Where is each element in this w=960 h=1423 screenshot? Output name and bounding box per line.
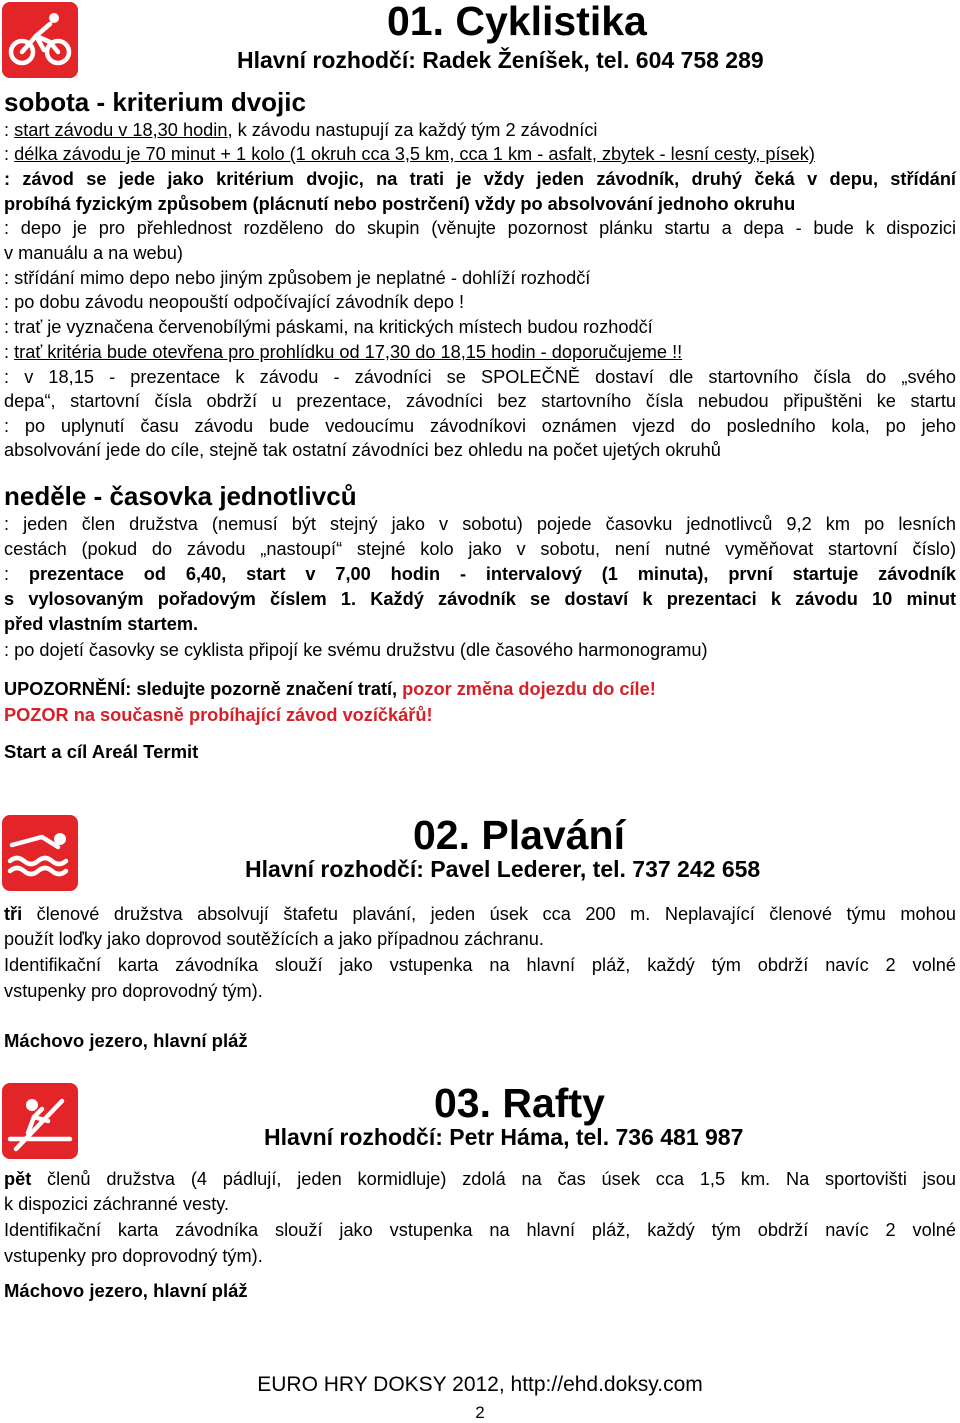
rowing-icon — [2, 1083, 78, 1159]
start-finish-location: Start a cíl Areál Termit — [4, 741, 199, 762]
text-line: : trať je vyznačena červenobílými páskami, na kritických místech budou rozhodčí — [4, 317, 653, 337]
section-title-rafting: 03. Rafty — [434, 1080, 605, 1126]
rafting-location: Máchovo jezero, hlavní pláž — [4, 1280, 248, 1301]
text-line: vstupenky pro doprovodný tým). — [4, 1246, 263, 1266]
text-line: k dispozici záchranné vesty. — [4, 1194, 230, 1214]
text-line-bold: probíhá fyzickým způsobem (plácnutí nebo postrčení) vždy po absolvování jednoho okruhu — [4, 194, 796, 214]
text-line: : po dojetí časovky se cyklista připojí ke svému družstvu (dle časového harmonogramu) — [4, 640, 708, 660]
text-line: : v 18,15 - prezentace k závodu - závodníci se SPOLEČNĚ dostaví dle startovního čísla do „svého — [4, 367, 956, 387]
text-line-bold: před vlastním startem. — [4, 614, 199, 634]
page-number: 2 — [475, 1403, 485, 1422]
swimming-location: Máchovo jezero, hlavní pláž — [4, 1030, 248, 1051]
text-line: tři členové družstva absolvují štafetu plavání, jeden úsek cca 200 m. Neplavající členové týmu mohou — [4, 904, 956, 924]
section-title-cycling: 01. Cyklistika — [387, 0, 647, 44]
text-line: pět členů družstva (4 pádlují, jeden kormidluje) zdolá na čas úsek cca 1,5 km. Na sportovišti jsou — [4, 1169, 956, 1189]
text-line-bold: : závod se jede jako kritérium dvojic, na trati je vždy jeden závodník, druhý čeká v depu, střídání — [4, 169, 956, 189]
referee-swimming: Hlavní rozhodčí: Pavel Lederer, tel. 737 242 658 — [245, 856, 761, 882]
heading-saturday: sobota - kriterium dvojic — [4, 87, 306, 117]
text-line: použít loďky jako doprovod soutěžících a jako případnou záchranu. — [4, 929, 544, 949]
text-line: : prezentace od 6,40, start v 7,00 hodin - intervalový (1 minuta), první startuje závodník — [4, 564, 956, 584]
text-line: : střídání mimo depo nebo jiným způsobem je neplatné - dohlíží rozhodčí — [4, 268, 591, 288]
text-line: : jeden člen družstva (nemusí být stejný jako v sobotu) pojede časovku jednotlivců 9,2 km po lesních — [4, 514, 956, 534]
text-line: absolvování jede do cíle, stejně tak ostatní závodníci bez ohledu na počet ujetých okruhů — [4, 440, 721, 460]
warning-line: UPOZORNĚNÍ: sledujte pozorně značení tratí, pozor změna dojezdu do cíle! — [4, 679, 656, 699]
referee-rafting: Hlavní rozhodčí: Petr Háma, tel. 736 481 987 — [264, 1124, 744, 1150]
text-line: : po uplynutí času závodu bude vedoucímu závodníkovi oznámen vjezd do posledního kola, po jeho — [4, 416, 956, 436]
text-line: cestách (pokud do závodu „nastoupí“ stejné kolo jako v sobotu, není nutné vyměňovat startovní číslo) — [4, 539, 956, 559]
text-line: : start závodu v 18,30 hodin, k závodu nastupují za každý tým 2 závodníci — [4, 120, 598, 140]
swimmer-icon — [2, 815, 78, 891]
text-line-bold: s vylosovaným pořadovým číslem 1. Každý závodník se dostaví k prezentaci k závodu 10 minut — [4, 589, 956, 609]
text-line: : trať kritéria bude otevřena pro prohlídku od 17,30 do 18,15 hodin - doporučujeme !! — [4, 342, 683, 362]
text-line: Identifikační karta závodníka slouží jako vstupenka na hlavní pláž, každý tým obdrží navíc 2 volné — [4, 955, 956, 975]
heading-sunday: neděle - časovka jednotlivců — [4, 481, 357, 511]
text-line: Identifikační karta závodníka slouží jako vstupenka na hlavní pláž, každý tým obdrží navíc 2 volné — [4, 1220, 956, 1240]
text-line: : délka závodu je 70 minut + 1 kolo (1 okruh cca 3,5 km, cca 1 km - asfalt, zbytek - lesní cesty, písek) — [4, 144, 815, 164]
text-line: : depo je pro přehlednost rozděleno do skupin (věnujte pozornost plánku startu a depa - bude k dispozici — [4, 218, 956, 238]
footer-text: EURO HRY DOKSY 2012, http://ehd.doksy.com — [257, 1373, 703, 1396]
text-line: v manuálu a na webu) — [4, 243, 183, 263]
warning-line-2: POZOR na současně probíhající závod vozíčkářů! — [4, 705, 433, 725]
text-line: depa“, startovní čísla obdrží u prezentace, závodníci bez startovního čísla nebudou připuštěni ke startu — [4, 391, 956, 411]
cyclist-icon — [2, 2, 78, 78]
referee-cycling: Hlavní rozhodčí: Radek Ženíšek, tel. 604 758 289 — [237, 47, 764, 73]
section-title-swimming: 02. Plavání — [413, 812, 625, 858]
text-line: : po dobu závodu neopouští odpočívající závodník depo ! — [4, 292, 465, 312]
text-line: vstupenky pro doprovodný tým). — [4, 981, 263, 1001]
